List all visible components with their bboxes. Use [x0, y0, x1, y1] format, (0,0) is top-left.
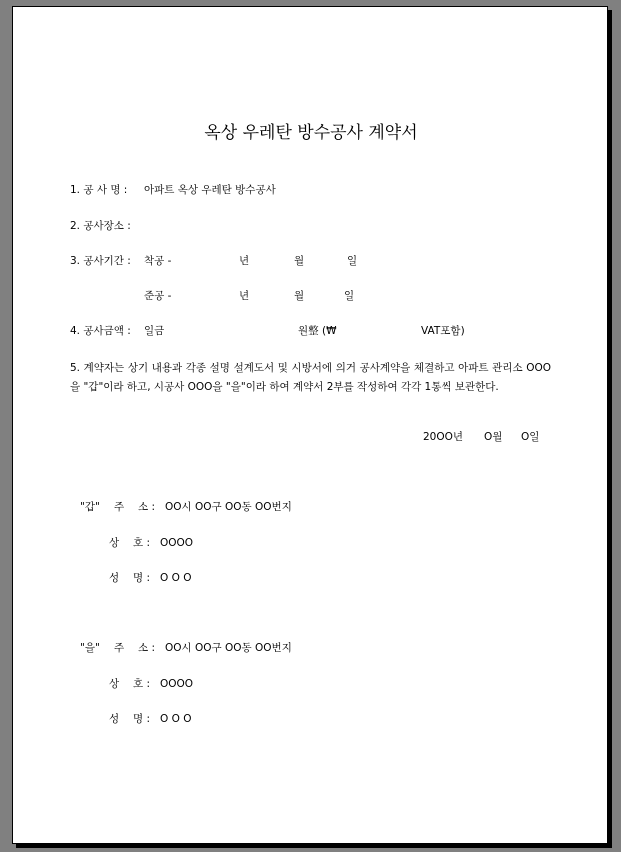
end-month-unit: 월	[294, 290, 305, 302]
party-b-company: OOOO	[160, 678, 194, 690]
item1-label: 1. 공 사 명 :	[70, 184, 128, 196]
party-b-tag: "을"	[80, 642, 100, 654]
end-year-unit: 년	[239, 290, 250, 302]
party-a-address-label: 주 소 :	[114, 501, 155, 513]
party-a-company-label: 상 호 :	[109, 537, 150, 549]
document-title: 옥상 우레탄 방수공사 계약서	[204, 123, 418, 143]
start-year-unit: 년	[239, 255, 250, 267]
party-b-name-label: 성 명 :	[109, 713, 150, 725]
start-date-label: 착공 -	[144, 255, 172, 267]
item5-paragraph: 5. 계약자는 상기 내용과 각종 설명 설계도서 및 시방서에 의거 공사계약을 체결하고 아파트 관리소 OOO을 "갑"이라 하고, 시공사 OOO을 "을"이라 하여 계약서 2부를 작성하여 각각 1통씩 보관한다.	[70, 362, 551, 393]
party-a-tag: "갑"	[80, 501, 100, 513]
party-b-company-label: 상 호 :	[109, 678, 150, 690]
document-page	[12, 6, 608, 844]
party-a-company: OOOO	[160, 537, 194, 549]
date-day: O일	[521, 431, 540, 443]
end-day-unit: 일	[344, 290, 355, 302]
party-a-name-label: 성 명 :	[109, 572, 150, 584]
amount-prefix: 일금	[144, 325, 165, 337]
party-b-address-label: 주 소 :	[114, 642, 155, 654]
party-b-name: O O O	[160, 713, 192, 725]
item1-value: 아파트 옥상 우레탄 방수공사	[144, 184, 276, 196]
start-month-unit: 월	[294, 255, 305, 267]
start-day-unit: 일	[347, 255, 358, 267]
party-a-name: O O O	[160, 572, 192, 584]
item2-label: 2. 공사장소 :	[70, 220, 131, 232]
date-month: O월	[484, 431, 503, 443]
party-a-address: OO시 OO구 OO동 OO번지	[165, 501, 292, 513]
item4-label: 4. 공사금액 :	[70, 325, 131, 337]
date-year: 20OO년	[423, 431, 464, 443]
party-b-address: OO시 OO구 OO동 OO번지	[165, 642, 292, 654]
item3-label: 3. 공사기간 :	[70, 255, 131, 267]
page-shadow-bottom	[16, 844, 612, 848]
amount-suffix: 원整 (₩	[298, 325, 337, 337]
vat-note: VAT포함)	[421, 325, 465, 337]
end-date-label: 준공 -	[144, 290, 172, 302]
